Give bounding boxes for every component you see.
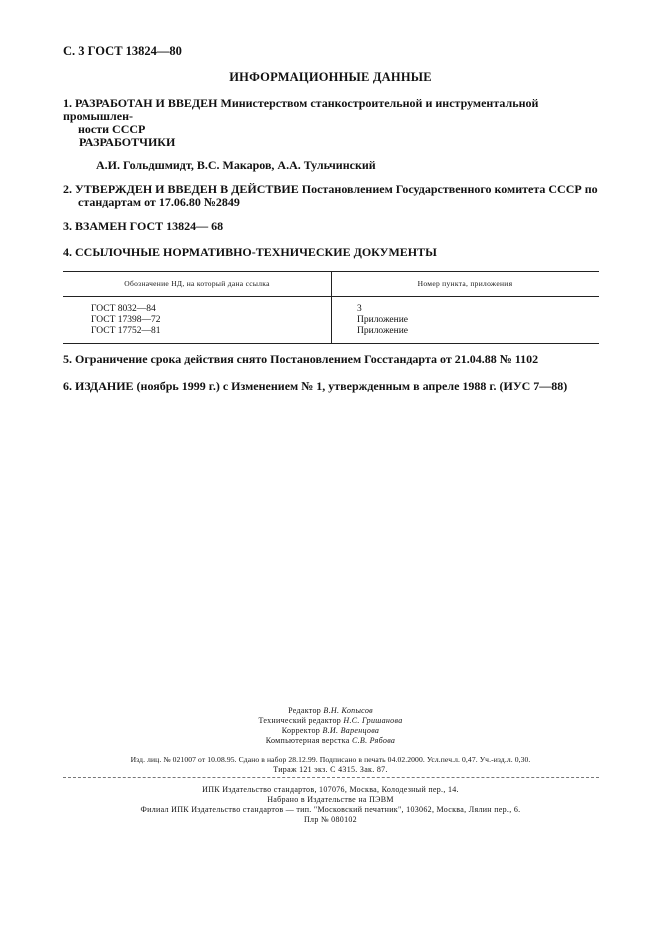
table-header-designation: Обозначение НД, на который дана ссылка bbox=[63, 272, 331, 297]
table-header-clause: Номер пункта, приложения bbox=[331, 272, 599, 297]
table-cell: ГОСТ 8032—84 bbox=[91, 304, 156, 314]
item-3: 3. ВЗАМЕН ГОСТ 13824— 68 bbox=[63, 219, 224, 233]
imprint-line-2: Тираж 121 экз. С 4315. Зак. 87. bbox=[273, 765, 388, 774]
item-1-line1: 1. РАЗРАБОТАН И ВВЕДЕН Министерством станкостроительной и инструментальной промышлен- bbox=[63, 96, 539, 123]
table-cell: ГОСТ 17752—81 bbox=[91, 326, 161, 336]
publisher-line-4: Плр № 080102 bbox=[303, 815, 357, 824]
credit-tech-editor: Технический редактор Н.С. Гришанова bbox=[258, 716, 403, 725]
imprint-line-1: Изд. лиц. № 021007 от 10.08.95. Сдано в набор 28.12.99. Подписано в печать 04.02.2000. Усл.печ.л. 0,47. Уч.-изд.л. 0,30. bbox=[130, 755, 531, 764]
publisher-line-1: ИПК Издательство стандартов, 107076, Москва, Колодезный пер., 14. bbox=[202, 785, 459, 794]
credit-corrector: Корректор В.И. Варенцова bbox=[281, 726, 380, 735]
page-title: ИНФОРМАЦИОННЫЕ ДАННЫЕ bbox=[229, 70, 432, 84]
credit-layout: Компьютерная верстка С.В. Рябова bbox=[265, 736, 396, 745]
page-header: С. 3 ГОСТ 13824—80 bbox=[63, 44, 182, 58]
item-2 bbox=[63, 183, 603, 209]
item-1-line2: ности СССР bbox=[78, 122, 146, 136]
item-1 bbox=[63, 97, 603, 136]
item-5: 5. Ограничение срока действия снято Постановлением Госстандарта от 21.04.88 № 1102 bbox=[63, 352, 539, 366]
item-4: 4. ССЫЛОЧНЫЕ НОРМАТИВНО-ТЕХНИЧЕСКИЕ ДОКУМЕНТЫ bbox=[63, 245, 437, 259]
publisher-line-2: Набрано в Издательстве на ПЭВМ bbox=[267, 795, 394, 804]
developers-names: А.И. Гольдшмидт, В.С. Макаров, А.А. Тульчинский bbox=[96, 158, 376, 172]
table-cell: ГОСТ 17398—72 bbox=[91, 315, 161, 325]
credit-editor: Редактор В.Н. Копысов bbox=[288, 706, 373, 715]
table-cell: 3 bbox=[357, 304, 362, 314]
developers-label: РАЗРАБОТЧИКИ bbox=[79, 135, 176, 149]
item-2-line2: стандартам от 17.06.80 №2849 bbox=[78, 195, 240, 209]
table-cell: Приложение bbox=[357, 315, 408, 325]
table-divider bbox=[331, 272, 332, 343]
table-cell: Приложение bbox=[357, 326, 408, 336]
item-6: 6. ИЗДАНИЕ (ноябрь 1999 г.) с Изменением № 1, утвержденным в апреле 1988 г. (ИУС 7—88) bbox=[63, 379, 568, 393]
references-table bbox=[63, 271, 599, 344]
publisher-line-3: Филиал ИПК Издательство стандартов — тип. "Московский печатник", 103062, Москва, Лялин пер., 6. bbox=[140, 805, 521, 814]
divider-rule bbox=[63, 777, 599, 778]
item-2-line1: 2. УТВЕРЖДЕН И ВВЕДЕН В ДЕЙСТВИЕ Постановлением Государственного комитета СССР по bbox=[63, 182, 598, 196]
